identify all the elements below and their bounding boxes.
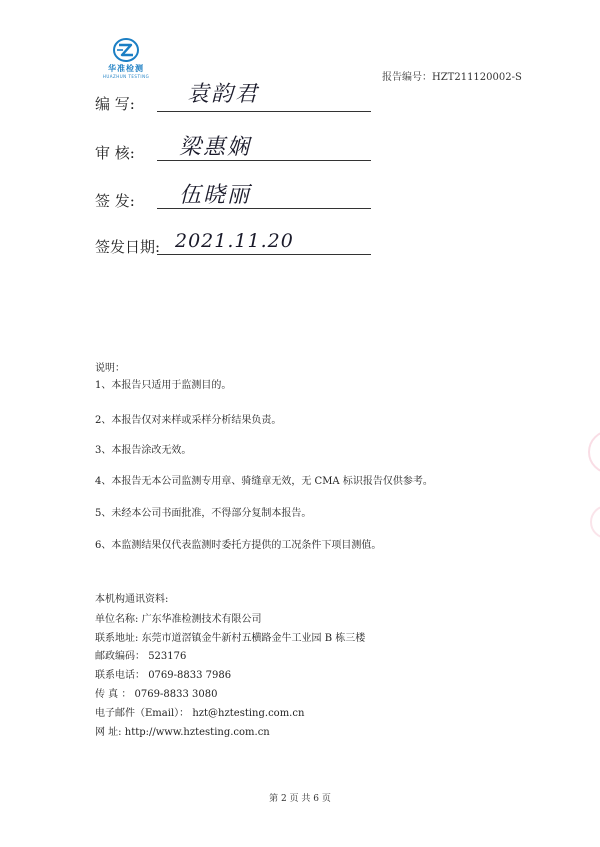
notes-title: 说明： bbox=[95, 363, 125, 374]
contact-label: 邮政编码： bbox=[95, 651, 145, 662]
contact-value: 广东华准检测技术有限公司 bbox=[141, 614, 262, 625]
contact-row-company bbox=[95, 610, 262, 625]
contact-row-postcode bbox=[95, 647, 186, 662]
contact-row-website bbox=[95, 723, 270, 738]
note-item: 2、本报告仅对来样或采样分析结果负责。 bbox=[95, 415, 282, 426]
contact-value: 523176 bbox=[148, 651, 187, 662]
company-logo bbox=[100, 38, 152, 79]
note-item: 1、本报告只适用于监测目的。 bbox=[95, 380, 232, 391]
contact-value: hzt@hztesting.com.cn bbox=[192, 708, 305, 719]
contact-row-fax bbox=[95, 685, 217, 700]
issued-by-line bbox=[157, 208, 371, 209]
page-footer: 第 2 页 共 6 页 bbox=[269, 794, 331, 804]
contact-label: 传 真 ： bbox=[95, 689, 132, 700]
seam-stamp-mark bbox=[588, 430, 600, 474]
reviewed-by-signature: 梁惠娴 bbox=[179, 135, 252, 160]
logo-mark-icon bbox=[113, 38, 139, 62]
contact-label: 网 址: bbox=[95, 727, 122, 738]
compiled-by-line bbox=[157, 111, 371, 112]
note-item: 3、本报告涂改无效。 bbox=[95, 445, 192, 456]
contact-row-phone bbox=[95, 666, 231, 681]
compiled-by-signature: 袁韵君 bbox=[187, 82, 260, 107]
contact-value: 东莞市道滘镇金牛新村五横路金牛工业园 B 栋三楼 bbox=[141, 633, 366, 644]
contact-row-address bbox=[95, 629, 365, 644]
issue-date-handwritten: 2021.11.20 bbox=[175, 230, 294, 252]
contact-label: 单位名称: bbox=[95, 614, 139, 625]
issue-date-line bbox=[157, 254, 371, 255]
contact-value: http://www.hztesting.com.cn bbox=[124, 727, 270, 738]
contact-label: 联系地址: bbox=[95, 633, 139, 644]
issue-date-label: 签发日期: bbox=[95, 238, 161, 256]
report-number: 报告编号：HZT211120002-S bbox=[382, 72, 522, 83]
note-item: 4、本报告无本公司监测专用章、骑缝章无效，无 CMA 标识报告仅供参考。 bbox=[95, 476, 433, 487]
contact-title: 本机构通讯资料: bbox=[95, 594, 169, 605]
contact-value: 0769-8833 7986 bbox=[148, 670, 232, 681]
contact-row-email bbox=[95, 704, 304, 719]
contact-value: 0769-8833 3080 bbox=[134, 689, 218, 700]
reviewed-by-label: 审 核: bbox=[95, 144, 135, 162]
note-item: 5、未经本公司书面批准，不得部分复制本报告。 bbox=[95, 508, 312, 519]
logo-text-cn: 华准检测 bbox=[108, 64, 144, 73]
contact-label: 电子邮件（Email）： bbox=[95, 708, 190, 719]
reviewed-by-line bbox=[157, 160, 371, 161]
note-item: 6、本监测结果仅代表监测时委托方提供的工况条件下项目测值。 bbox=[95, 540, 382, 551]
seam-stamp-mark bbox=[590, 505, 600, 539]
logo-text-en: HUAZHUN TESTING bbox=[102, 74, 150, 79]
issued-by-label: 签 发: bbox=[95, 192, 135, 210]
compiled-by-label: 编 写: bbox=[95, 95, 135, 113]
contact-label: 联系电话： bbox=[95, 670, 145, 681]
issued-by-signature: 伍晓丽 bbox=[179, 183, 252, 208]
